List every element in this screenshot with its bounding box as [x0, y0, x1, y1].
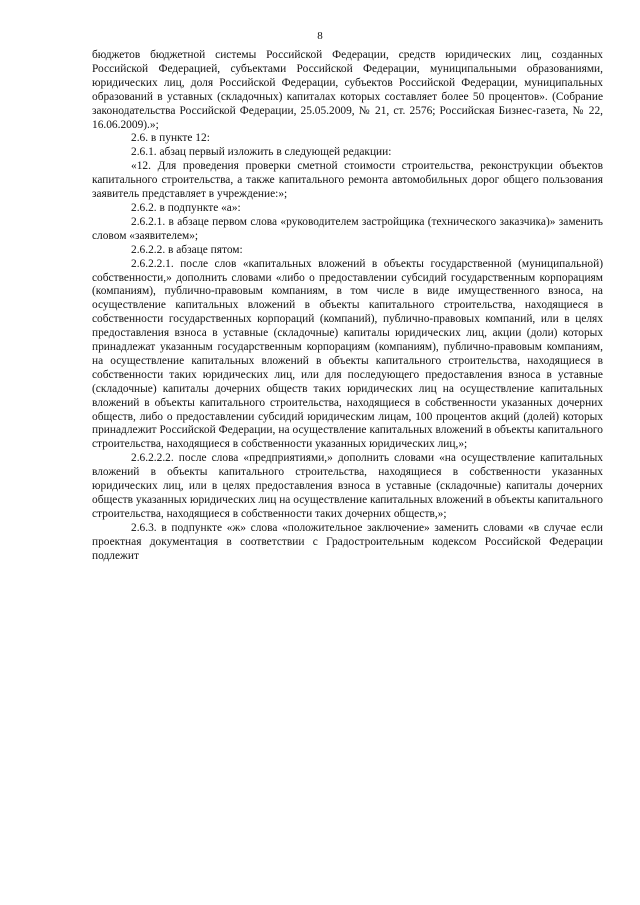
paragraph-item-2-6-1: 2.6.1. абзац первый изложить в следующей редакции: — [131, 146, 392, 159]
paragraph-item-2-6-2-1: 2.6.2.1. в абзаце первом слова «руководителем застройщика (технического заказчика)» заменить словом «заявителем»; — [92, 215, 603, 242]
paragraph-quoted-item-12: «12. Для проведения проверки сметной стоимости строительства, реконструкции объектов капитального строительства, а также капитального ремонта автомобильных дорог общего пользования заявитель представляет в учреждение:»; — [92, 160, 603, 201]
paragraph-item-2-6-2-2: 2.6.2.2. в абзаце пятом: — [131, 243, 243, 256]
paragraph-item-2-6-2-2-2: 2.6.2.2.2. после слова «предприятиями,» дополнить словами «на осуществление капитальных вложений в объекты капитального строительства, находящиеся в собственности указанных юридических лиц, или в целях предоставления взноса в уставные (складочные) капиталы дочерних обществ указанных юридических лиц на осуществление капитальных вложений в объекты капитального строительства, находящиеся в собственности таких дочерних обществ,»; — [92, 452, 603, 520]
paragraph-continuation: бюджетов бюджетной системы Российской Федерации, средств юридических лиц, созданных Российской Федерацией, субъектами Российской Федерации, муниципальными образованиями, юридических лиц, доля Российской Федерации, субъектов Российской Федерации, муниципальных образований в уставных (складочных) капиталах которых составляет более 50 процентов». (Собрание законодательства Российской Федерации, 25.05.2009, № 21, ст. 2576; Российская Бизнес-газета, № 22, 16.06.2009).»; — [92, 49, 603, 131]
paragraph-item-2-6-2-2-1: 2.6.2.2.1. после слов «капитальных вложений в объекты государственной (муниципальной) собственности,» дополнить словами «либо о предоставлении субсидий государственным корпорациям (компаниям), публично-правовым компаниям, в том числе в виде имущественного взноса, на осуществление капитальных вложений в объекты капитального строительства, находящиеся в собственности государственных корпораций (компаний), публично-правовых компаний, или в целях предоставления взноса в уставные (складочные) капиталы юридических лиц, акции (доли) которых принадлежат указанным государственным корпорациям (компаниям), публично-правовым компаниям, на осуществление капитальных вложений в объекты капитального строительства, находящиеся в собственности таких юридических лиц, или для последующего предоставления взноса в уставные (складочные) капиталы дочерних обществ таких юридических лиц на осуществление капитальных вложений в объекты капитального строительства, находящиеся в собственности указанных дочерних обществ, либо о предоставлении субсидий юридическим лицам, 100 процентов акций (долей) которых принадлежит Российской Федерации, на осуществление капитальных вложений в объекты капитального строительства, находящиеся в собственности указанных юридических лиц,»; — [92, 257, 603, 451]
paragraph-item-2-6-2: 2.6.2. в подпункте «а»: — [131, 201, 241, 214]
page-number: 8 — [317, 30, 323, 42]
paragraph-item-2-6: 2.6. в пункте 12: — [131, 132, 210, 145]
document-body — [92, 49, 603, 564]
paragraph-item-2-6-3: 2.6.3. в подпункте «ж» слова «положительное заключение» заменить словами «в случае если проектная документация в соответствии с Градостроительным кодексом Российской Федерации подлежит — [92, 521, 603, 562]
